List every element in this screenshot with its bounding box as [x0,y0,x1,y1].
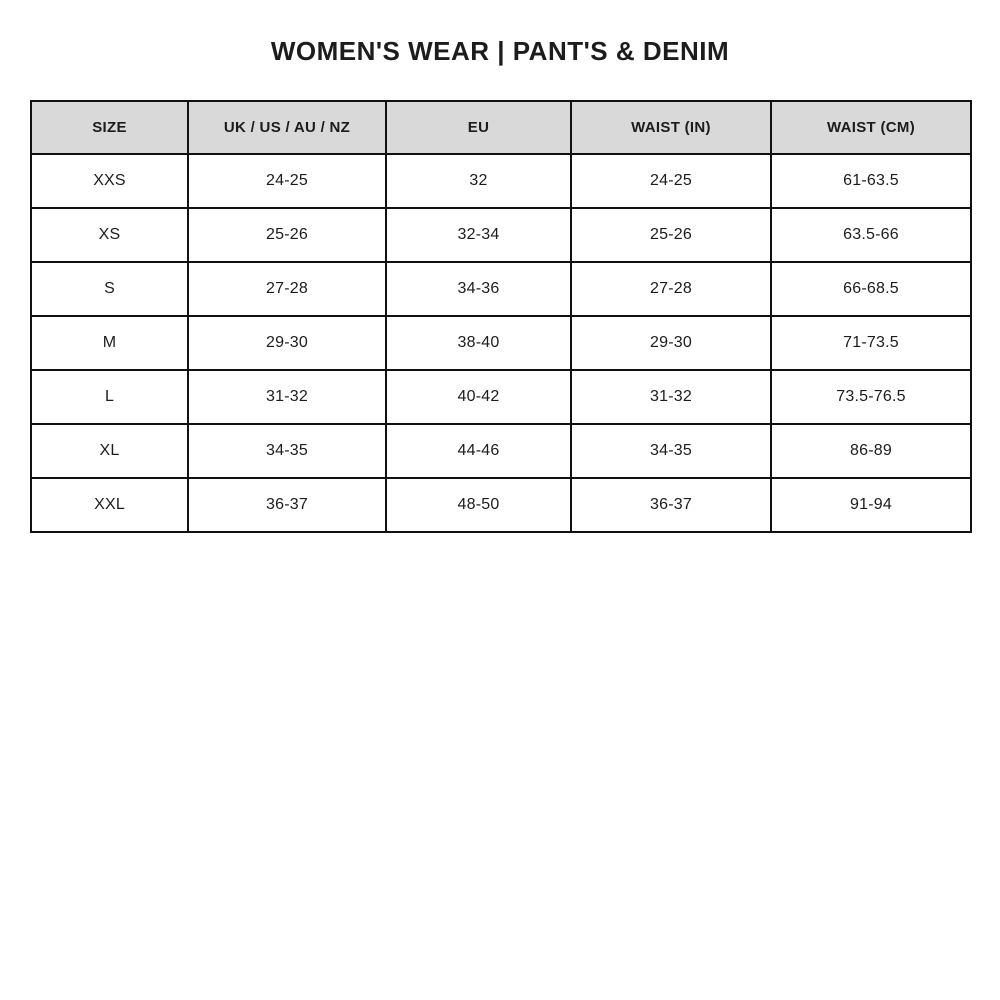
size-label-cell: L [31,370,188,424]
table-cell: 24-25 [571,154,771,208]
header-cell: WAIST (CM) [771,101,971,154]
table-cell: 25-26 [571,208,771,262]
table-cell: 29-30 [571,316,771,370]
table-row [31,370,971,424]
header-cell: UK / US / AU / NZ [188,101,386,154]
table-row [31,262,971,316]
table-cell: 48-50 [386,478,571,532]
table-cell: 36-37 [571,478,771,532]
table-cell: 86-89 [771,424,971,478]
table-header [31,101,971,154]
table-row [31,154,971,208]
table-row [31,208,971,262]
table-cell: 27-28 [571,262,771,316]
size-label-cell: XXL [31,478,188,532]
size-label-cell: M [31,316,188,370]
size-chart-table [30,100,972,533]
table-cell: 24-25 [188,154,386,208]
table-cell: 34-35 [571,424,771,478]
table-cell: 40-42 [386,370,571,424]
table-cell: 73.5-76.5 [771,370,971,424]
size-label-cell: XXS [31,154,188,208]
table-cell: 44-46 [386,424,571,478]
table-cell: 25-26 [188,208,386,262]
header-cell: SIZE [31,101,188,154]
table-body [31,154,971,532]
table-cell: 29-30 [188,316,386,370]
header-cell: EU [386,101,571,154]
table-cell: 38-40 [386,316,571,370]
table-row [31,478,971,532]
table-cell: 36-37 [188,478,386,532]
table-cell: 66-68.5 [771,262,971,316]
page-title: WOMEN'S WEAR | PANT'S & DENIM [270,36,730,66]
table-cell: 32 [386,154,571,208]
header-row [31,101,971,154]
table-cell: 34-36 [386,262,571,316]
table-cell: 34-35 [188,424,386,478]
size-label-cell: XS [31,208,188,262]
table-cell: 63.5-66 [771,208,971,262]
size-label-cell: S [31,262,188,316]
table-row [31,316,971,370]
size-label-cell: XL [31,424,188,478]
table-cell: 27-28 [188,262,386,316]
table-cell: 71-73.5 [771,316,971,370]
table-cell: 31-32 [571,370,771,424]
header-cell: WAIST (IN) [571,101,771,154]
table-cell: 31-32 [188,370,386,424]
table-cell: 61-63.5 [771,154,971,208]
table-cell: 91-94 [771,478,971,532]
table-cell: 32-34 [386,208,571,262]
table-row [31,424,971,478]
